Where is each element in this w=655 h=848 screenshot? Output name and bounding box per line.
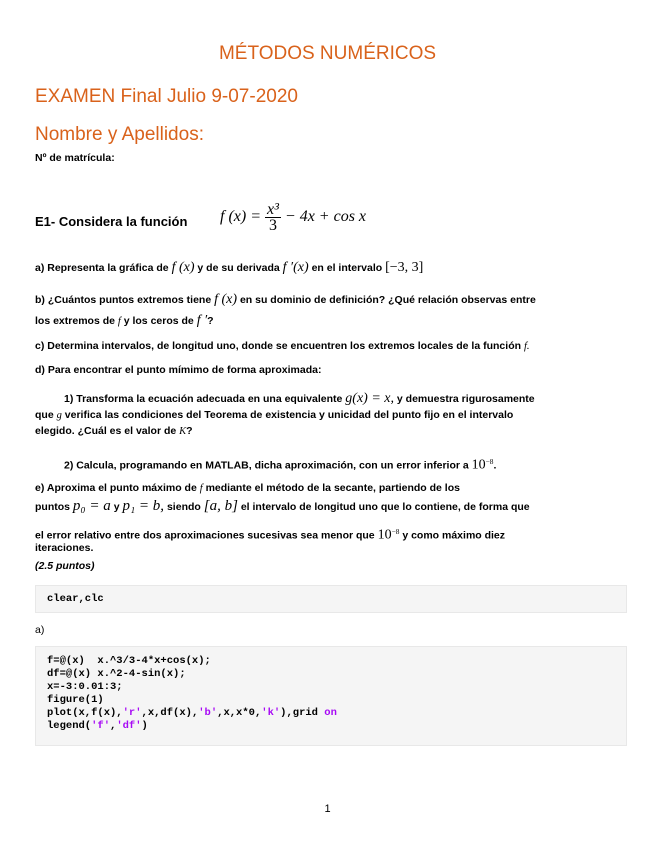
qb-fx: f (x) <box>214 292 238 307</box>
qe2-y: y <box>113 501 120 513</box>
code-string: 'f' <box>91 720 111 732</box>
qd2-exp: −8 <box>485 457 494 466</box>
code-token: ,x,df(x), <box>141 707 199 719</box>
code-keyword: on <box>324 707 337 719</box>
code-line-2: df=@(x) x.^2-4-sin(x); <box>47 668 186 680</box>
code-line-6 <box>47 720 148 732</box>
formula-lhs: f (x) = <box>220 208 261 226</box>
qa-pre: a) Representa la gráfica de <box>35 262 169 274</box>
qd1c-pre: elegido. ¿Cuál es el valor de <box>35 425 177 437</box>
qd1c-k: K <box>179 426 187 437</box>
qd2-pre: 2) Calcula, programando en MATLAB, dicha aproximación, con un error inferior a <box>64 459 469 472</box>
qb2-mid: y los ceros de <box>123 315 194 327</box>
qb-post: en su dominio de definición? ¿Qué relación observas entre <box>239 294 536 306</box>
question-d1-line2 <box>35 407 513 424</box>
formula-numerator: x³ <box>267 201 279 218</box>
code-line-5 <box>47 707 337 719</box>
code-token: plot(x,f(x), <box>47 707 123 719</box>
qc-pre: c) Determina intervalos, de longitud uno, donde se encuentren los extremos locales de la función <box>35 340 522 352</box>
code-token: ),grid <box>280 707 325 719</box>
code-token: ) <box>141 720 148 732</box>
qe2-post: el intervalo de longitud uno que lo contiene, de forma que <box>240 501 530 513</box>
qa-post: en el intervalo <box>311 262 383 274</box>
qe1-f: f <box>199 483 203 494</box>
question-d: d) Para encontrar el punto mímimo de forma aproximada: <box>35 364 322 376</box>
qb-pre: b) ¿Cuántos puntos extremos tiene <box>35 294 212 306</box>
code-block-clear <box>35 585 627 613</box>
qe3-post: y como máximo diez <box>402 529 506 542</box>
formula-denominator: 3 <box>268 217 277 234</box>
qa-fx: f (x) <box>171 260 195 275</box>
code-token: ,x,x*0, <box>217 707 262 719</box>
page-number: 1 <box>324 803 331 815</box>
label-a: a) <box>35 624 45 636</box>
exam-heading: EXAMEN Final Julio 9-07-2020 <box>35 86 298 107</box>
code-string: 'k' <box>261 707 281 719</box>
qe2-p0: p₀ = a <box>72 498 111 514</box>
question-e-line4: iteraciones. <box>35 542 94 554</box>
question-e-line1 <box>35 480 460 497</box>
name-label: Nombre y Apellidos: <box>35 124 204 145</box>
question-a <box>35 259 423 277</box>
qe2-ab: [a, b] <box>203 498 238 514</box>
matricula-label: Nº de matrícula: <box>35 152 115 164</box>
qd2-post: . <box>493 459 497 472</box>
qe2-p1: p₁ = b, <box>122 498 165 514</box>
question-d2 <box>64 453 496 475</box>
question-d1-line1 <box>64 390 535 408</box>
code-string: 'r' <box>122 707 142 719</box>
question-b-line2 <box>35 312 214 330</box>
code-token: , <box>110 720 117 732</box>
function-formula <box>220 202 366 233</box>
qb2-post: ? <box>207 315 214 327</box>
question-e-line3 <box>35 523 505 545</box>
qd1-post: y demuestra rigurosamente <box>396 393 535 405</box>
code-line: clear,clc <box>47 593 104 605</box>
code-token: legend( <box>47 720 92 732</box>
qe1-pre: e) Aproxima el punto máximo de <box>35 482 197 494</box>
code-line-3: x=-3:0.01:3; <box>47 681 123 693</box>
formula-fraction <box>265 202 281 233</box>
qd1b-pre: que <box>35 409 54 421</box>
qa-mid: y de su derivada <box>197 262 280 274</box>
code-string: 'b' <box>198 707 218 719</box>
qe2-pre: puntos <box>35 501 70 513</box>
qd1-pre: 1) Transforma la ecuación adecuada en una equivalente <box>64 393 343 405</box>
qd1-eq: g(x) = x, <box>345 391 394 406</box>
qc-f: f. <box>523 341 530 352</box>
question-e-line2 <box>35 498 530 516</box>
qe3-val: 10 <box>377 527 392 543</box>
code-block-plot <box>35 646 627 746</box>
qe3-pre: el error relativo entre dos aproximaciones sucesivas sea menor que <box>35 529 375 542</box>
code-string: 'df' <box>116 720 142 732</box>
qd1b-post: verifica las condiciones del Teorema de existencia y unicidad del punto fijo en el intervalo <box>64 409 514 421</box>
qe1-post: mediante el método de la secante, partiendo de los <box>205 482 460 494</box>
qa-interval: [−3, 3] <box>385 260 424 275</box>
qe2-mid: siendo <box>166 501 201 513</box>
question-b-line1 <box>35 291 536 309</box>
code-content <box>36 647 626 733</box>
question-c <box>35 338 530 355</box>
qa-dfx: f ′(x) <box>282 260 309 275</box>
formula-rest: − 4x + cos x <box>284 208 367 226</box>
points-label: (2.5 puntos) <box>35 560 95 572</box>
code-line-4: figure(1) <box>47 694 104 706</box>
qb2-df: f ′ <box>196 313 208 328</box>
qd1c-post: ? <box>186 425 193 437</box>
question-d1-line3 <box>35 423 193 440</box>
qd1b-g: g <box>56 410 62 421</box>
qe3-exp: −8 <box>391 527 400 536</box>
document-title: MÉTODOS NUMÉRICOS <box>218 43 437 64</box>
code-line-1: f=@(x) x.^3/3-4*x+cos(x); <box>47 655 211 667</box>
qd2-val: 10 <box>471 457 486 473</box>
qb2-pre: los extremos de <box>35 315 115 327</box>
qb2-f: f <box>117 316 121 327</box>
exercise-heading: E1- Considera la función <box>35 214 188 229</box>
